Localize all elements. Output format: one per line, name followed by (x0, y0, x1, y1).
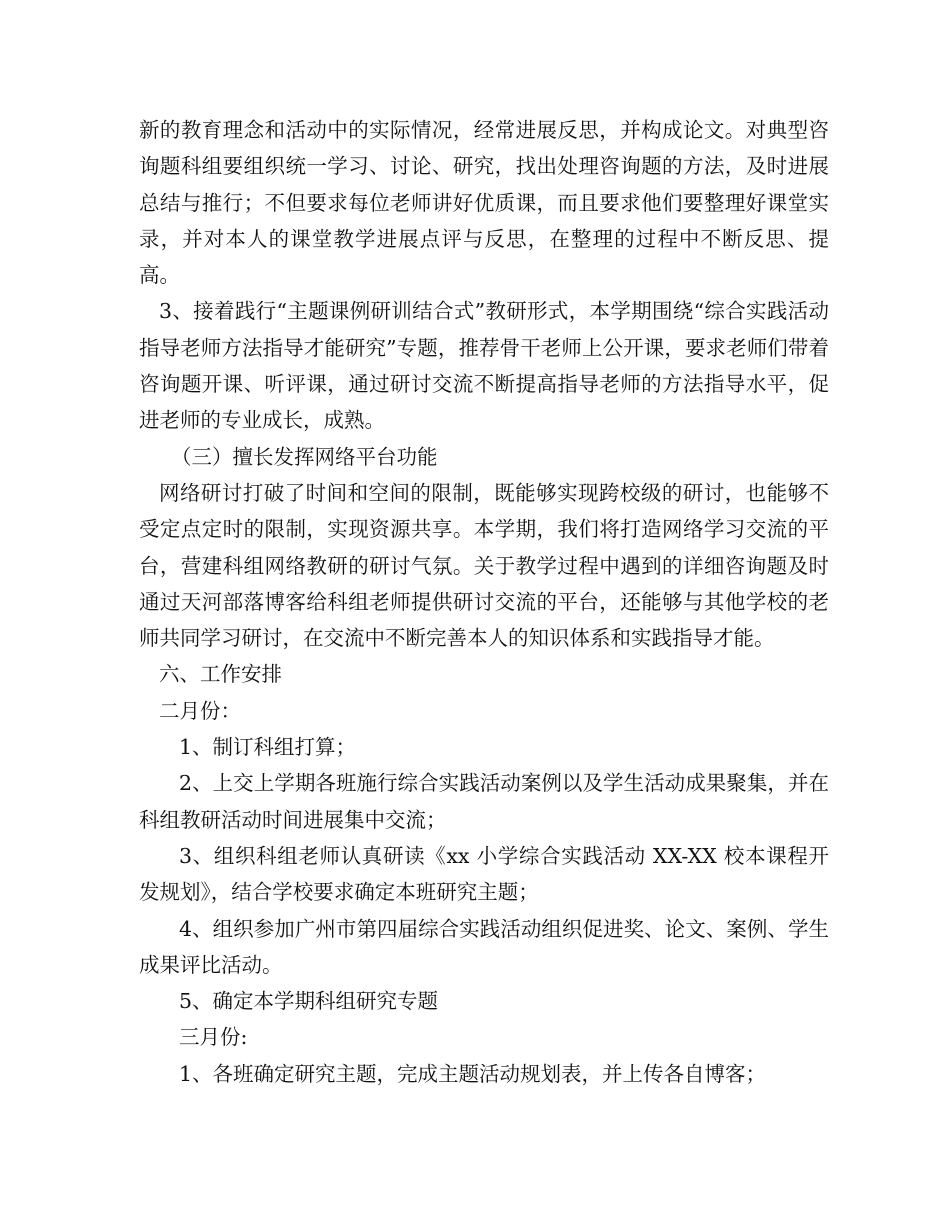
document-body (139, 112, 829, 1092)
section-heading-work-schedule: 六、工作安排 (159, 662, 282, 687)
list-item-feb-2: 2、上交上学期各班施行综合实践活动案例以及学生活动成果聚集，并在科组教研活动时间进展集中交流； (139, 771, 829, 832)
paragraph-item-3-research-mode: 3、接着践行“主题课例研训结合式”教研形式，本学期围绕“综合实践活动指导老师方法指导才能研究”专题，推荐骨干老师上公开课，要求老师们带着咨询题开课、听评课，通过研讨交流不断提高指导老师的方法指导水平，促进老师的专业成长，成熟。 (139, 299, 829, 433)
month-heading-february: 二月份： (159, 698, 241, 723)
list-item-feb-5: 5、确定本学期科组研究专题 (179, 989, 439, 1014)
paragraph-reflection-methods: 新的教育理念和活动中的实际情况，经常进展反思，并构成论文。对典型咨询题科组要组织统一学习、讨论、研究，找出处理咨询题的方法，及时进展总结与推行；不但要求每位老师讲好优质课，而且要求他们要整理好课堂实录，并对本人的课堂教学进展点评与反思，在整理的过程中不断反思、提高。 (139, 118, 829, 288)
paragraph-network-research: 网络研讨打破了时间和空间的限制，既能够实现跨校级的研讨，也能够不受定点定时的限制，实现资源共享。本学期，我们将打造网络学习交流的平台，营建科组网络教研的研讨气氛。关于教学过程中遇到的详细咨询题及时通过天河部落博客给科组老师提供研讨交流的平台，还能够与其他学校的老师共同学习研讨，在交流中不断完善本人的知识体系和实践指导才能。 (139, 480, 829, 651)
list-item-mar-1: 1、各班确定研究主题，完成主题活动规划表，并上传各自博客； (179, 1061, 767, 1086)
list-item-feb-4: 4、组织参加广州市第四届综合实践活动组织促进奖、论文、案例、学生成果评比活动。 (139, 916, 829, 977)
list-item-feb-1: 1、制订科组打算； (179, 735, 357, 760)
month-heading-march: 三月份: (179, 1025, 248, 1050)
section-heading-network-platform: （三）擅长发挥网络平台功能 (171, 444, 438, 469)
list-item-feb-3: 3、组织科组老师认真研读《xx 小学综合实践活动 XX-XX 校本课程开发规划》，结合学校要求确定本班研究主题； (139, 843, 829, 905)
